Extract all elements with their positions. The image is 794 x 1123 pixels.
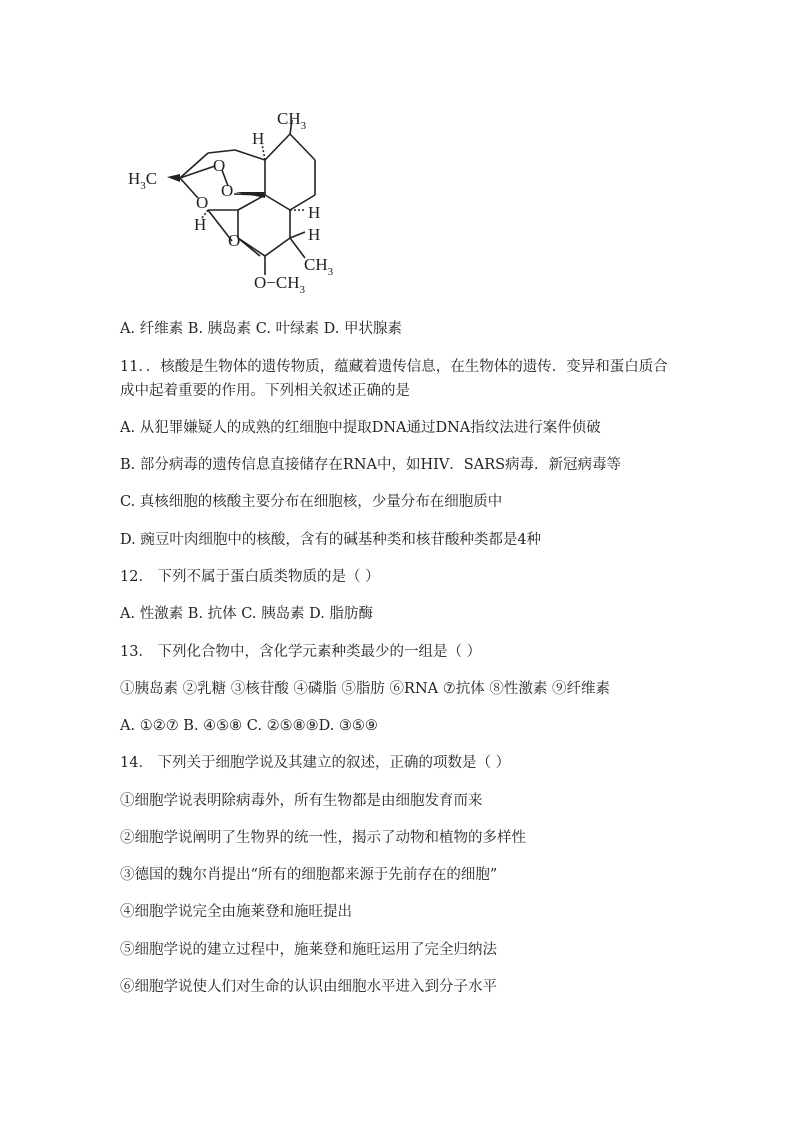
- q11-option-c: C. 真核细胞的核酸主要分布在细胞核，少量分布在细胞质中: [120, 494, 503, 510]
- artemether-structure: [120, 98, 350, 303]
- mol-label-h-right2: H: [308, 225, 321, 244]
- q13-options: A. ①②⑦ B. ④⑤⑧ C. ②⑤⑧⑨D. ③⑤⑨: [120, 718, 378, 734]
- mol-label-o-ring: O: [228, 231, 241, 250]
- q12-options: A. 性激素 B. 抗体 C. 胰岛素 D. 脂肪酶: [120, 606, 374, 622]
- q14-statement-6: ⑥细胞学说使人们对生命的认识由细胞水平进入到分子水平: [120, 979, 497, 995]
- mol-label-h-right1: H: [308, 203, 321, 222]
- q11-stem-line2: 成中起着重要的作用。下列相关叙述正确的是: [120, 383, 410, 399]
- q11-option-a: A. 从犯罪嫌疑人的成熟的红细胞中提取DNA通过DNA指纹法进行案件侦破: [120, 420, 601, 436]
- mol-label-o1: O: [213, 156, 226, 175]
- q14-statement-3: ③德国的魏尔肖提出“所有的细胞都来源于先前存在的细胞”: [120, 867, 498, 883]
- mol-label-ch3-top: $CH_3$: [277, 109, 307, 132]
- mol-label-methoxy: $O-CH_3$: [254, 273, 305, 296]
- mol-label-h3c: $H_3C$: [128, 169, 158, 192]
- mol-label-ch3-right: $CH_3$: [304, 255, 334, 278]
- q14-stem: 14． 下列关于细胞学说及其建立的叙述，正确的项数是（ ）: [120, 755, 511, 771]
- q11-option-b: B. 部分病毒的遗传信息直接储存在RNA中，如HIV．SARS病毒．新冠病毒等: [120, 457, 622, 473]
- q11-stem-line1: 11．．核酸是生物体的遗传物质，蕴藏着遗传信息，在生物体的遗传．变异和蛋白质合: [120, 359, 668, 375]
- wedge-bond: [167, 174, 180, 182]
- mol-label-o2: O: [221, 181, 234, 200]
- q11-option-d: D. 豌豆叶肉细胞中的核酸，含有的碱基种类和核苷酸种类都是4种: [120, 532, 542, 548]
- q14-statement-1: ①细胞学说表明除病毒外，所有生物都是由细胞发育而来: [120, 793, 483, 809]
- mol-label-h-left: H: [194, 215, 207, 234]
- mol-label-h-top: H: [252, 129, 265, 148]
- q13-compounds: ①胰岛素 ②乳糖 ③核苷酸 ④磷脂 ⑤脂肪 ⑥RNA ⑦抗体 ⑧性激素 ⑨纤维素: [120, 681, 610, 697]
- q14-statement-4: ④细胞学说完全由施莱登和施旺提出: [120, 904, 352, 920]
- mol-label-o3: O: [196, 193, 209, 212]
- q12-stem: 12． 下列不属于蛋白质类物质的是（ ）: [120, 569, 380, 585]
- q10-options: A. 纤维素 B. 胰岛素 C. 叶绿素 D. 甲状腺素: [120, 321, 403, 337]
- q14-statement-2: ②细胞学说阐明了生物界的统一性，揭示了动物和植物的多样性: [120, 830, 526, 846]
- q13-stem: 13． 下列化合物中，含化学元素种类最少的一组是（ ）: [120, 644, 482, 660]
- q14-statement-5: ⑤细胞学说的建立过程中，施莱登和施旺运用了完全归纳法: [120, 942, 497, 958]
